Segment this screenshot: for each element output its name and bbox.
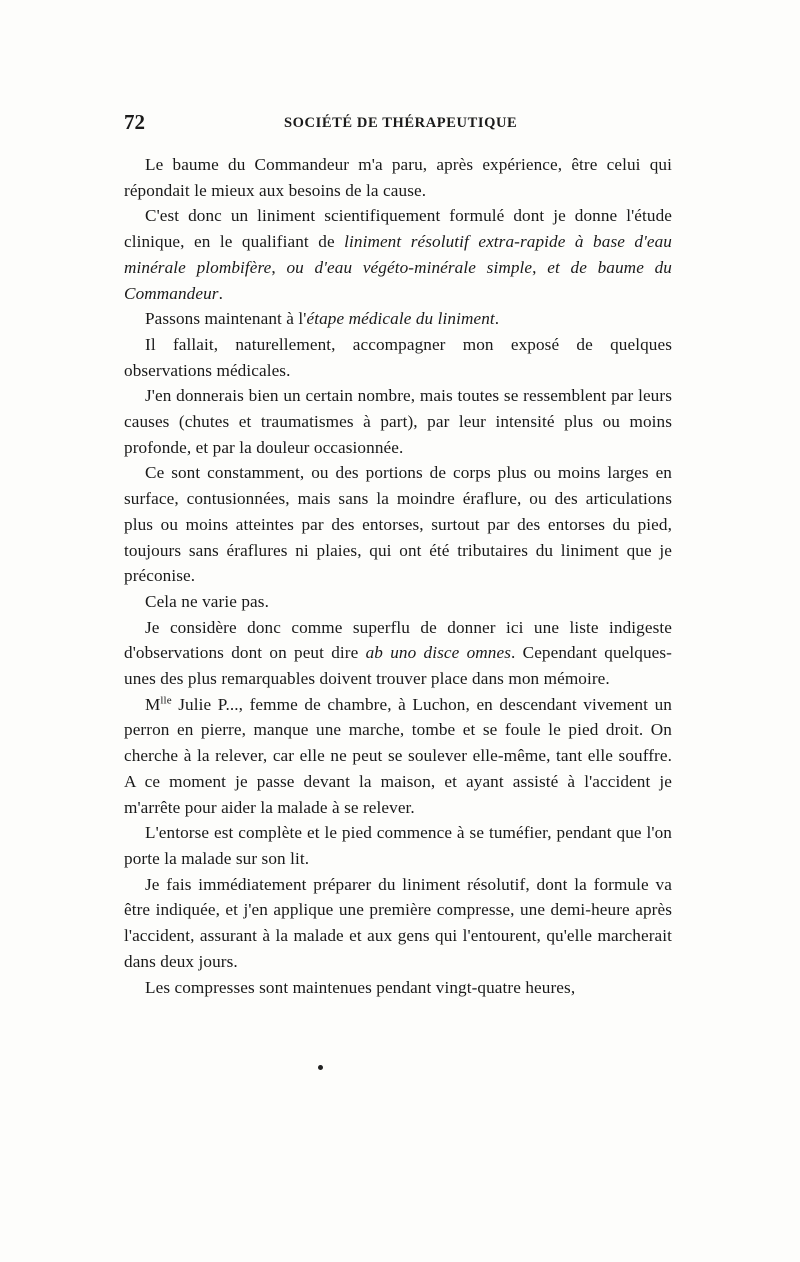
paragraph-text: Les compresses sont maintenues pendant vingt-quatre heures,: [145, 977, 576, 997]
italic-text: ou d'eau végéto-minérale simple: [286, 257, 533, 277]
superscript-text: lle: [160, 694, 172, 707]
paragraph: [124, 975, 672, 1001]
italic-text: étape médicale du liniment: [306, 309, 495, 329]
italic-text: et de baume du Commandeur: [124, 257, 672, 303]
paragraph-text: M: [145, 694, 161, 714]
paragraph: [124, 820, 672, 871]
paragraph: [124, 692, 672, 821]
paragraph: [124, 306, 672, 332]
paragraph: [124, 152, 672, 203]
page-number: 72: [124, 110, 145, 134]
running-title: SOCIÉTÉ DE THÉRAPEUTIQUE: [284, 115, 518, 131]
paragraph: [124, 615, 672, 692]
paragraph: [124, 332, 672, 383]
paragraph-text: .: [218, 283, 223, 303]
paragraph-text: . Cependant quelques-unes des plus remarquables doivent trouver place dans mon mémoire.: [124, 643, 672, 689]
paragraph-text: L'entorse est complète et le pied commence à se tuméfier, pendant que l'on porte la malade sur son lit.: [124, 823, 672, 868]
paragraph-text: Le baume du Commandeur m'a paru, après expérience, être celui qui répondait le mieux aux besoins de la cause.: [124, 155, 672, 200]
paragraph-text: Je fais immédiatement préparer du liniment résolutif, dont la formule va être indiquée, et j'en applique une première compresse, une demi-heure après l'accident, assurant à la malade et aux gens qui l'entourent, qu'elle marcherait dans deux jours.: [124, 874, 672, 971]
paragraph-text: Je considère donc comme superflu de donner ici une liste indigeste d'observations dont on peut dire: [124, 617, 672, 663]
italic-text: liniment résolutif extra-rapide à base d'eau minérale plombifère: [124, 232, 672, 277]
paragraph-text: C'est donc un liniment scientifiquement formulé dont je donne l'étude clinique, en le qualifiant de: [124, 206, 672, 252]
paragraph-text: Ce sont constamment, ou des portions de corps plus ou moins larges en surface, contusionnées, mais sans la moindre éraflure, ou des articulations plus ou moins atteintes par des entorses, surtout par des entorses du pied, toujours sans éraflures ni plaies, qui ont été tributaires du liniment que je préconise.: [124, 463, 672, 586]
body-text: [124, 152, 672, 1000]
paragraph-text: Passons maintenant à l': [145, 309, 307, 329]
page-header: [124, 110, 672, 138]
paragraph: [124, 383, 672, 460]
paragraph-text: ,: [271, 257, 287, 277]
paragraph: [124, 460, 672, 589]
paragraph-text: Julie P..., femme de chambre, à Luchon, en descendant vivement un perron en pierre, manque une marche, tombe et se foule le pied droit. On cherche à la relever, car elle ne peut se soulever elle-même, tant elle souffre. A ce moment je passe devant la maison, et ayant assisté à l'accident je m'arrête pour aider la malade à se relever.: [124, 694, 672, 817]
paragraph-text: .: [494, 309, 500, 329]
paragraph: [124, 589, 672, 615]
paragraph-text: ,: [532, 257, 548, 277]
paragraph-text: Cela ne varie pas.: [145, 591, 269, 611]
paragraph: [124, 203, 672, 306]
ink-dot: [318, 1065, 323, 1070]
bottom-margin: [124, 1080, 672, 1200]
italic-text: ab uno disce omnes: [365, 643, 511, 663]
paragraph: [124, 872, 672, 975]
paragraph-text: Il fallait, naturellement, accompagner mon exposé de quelques observations médicales.: [124, 334, 672, 380]
paragraph-text: J'en donnerais bien un certain nombre, mais toutes se ressemblent par leurs causes (chutes et traumatismes à part), par leur intensité plus ou moins profonde, et par la douleur occasionnée.: [124, 386, 672, 457]
